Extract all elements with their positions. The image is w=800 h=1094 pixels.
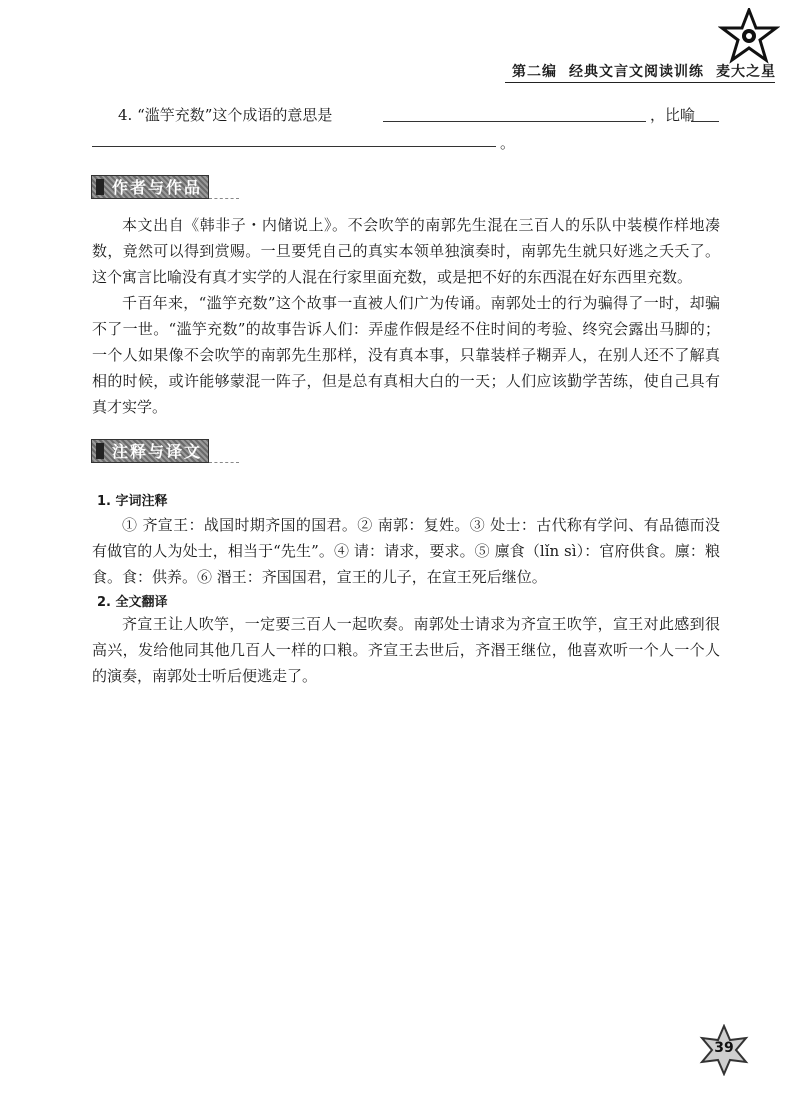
author-section-body — [92, 212, 720, 420]
answer-blank-metaphor-cont[interactable] — [92, 146, 496, 147]
translation-heading: 2. 全文翻译 — [97, 595, 168, 610]
answer-blank-meaning[interactable] — [383, 121, 646, 122]
banner-divider — [209, 462, 239, 463]
question-4-middle: ，比喻 — [650, 106, 696, 124]
banner-divider — [209, 198, 239, 199]
author-paragraph-1: 本文出自《韩非子・内储说上》。不会吹竽的南郭先生混在三百人的乐队中装模作样地凑数，竟然可以得到赏赐。一旦要凭自己的真实本领单独演奏时，南郭先生就只好逃之夭夭了。这个寓言比喻没有真才实学的人混在行家里面充数，或是把不好的东西混在好东西里充数。 — [92, 216, 720, 286]
author-paragraph-2: 千百年来，“滥竽充数”这个故事一直被人们广为传诵。南郭处士的行为骗得了一时，却骗不了一世。“滥竽充数”的故事告诉人们：弄虚作假是经不住时间的考验、终究会露出马脚的；一个人如果像不会吹竽的南郭先生那样，没有真本事，只靠装样子糊弄人，在别人还不了解真相的时候，或许能够蒙混一阵子，但是总有真相大白的一天；人们应该勤学苦练，使自己具有真才实学。 — [92, 294, 720, 416]
section-banner-notes: 注释与译文 — [91, 439, 209, 463]
notes-text: ① 齐宣王：战国时期齐国的国君。② 南郭：复姓。③ 处士：古代称有学问、有品德而没有做官的人为处士，相当于“先生”。④ 请：请求，要求。⑤ 廪食（lǐn sì）：官府供食。廪：粮食。食：供养。⑥ 湣王：齐国国君，宣王的儿子，在宣王死后继位。 — [92, 516, 720, 586]
page-number: 39 — [714, 1040, 734, 1056]
answer-blank-metaphor[interactable] — [691, 121, 719, 122]
question-4-prefix: 4. “滥竽充数”这个成语的意思是 — [118, 106, 333, 124]
header-part: 第二编 — [512, 64, 557, 80]
section-banner-author: 作者与作品 — [91, 175, 209, 199]
running-header — [512, 61, 776, 81]
notes-heading: 1. 字词注释 — [97, 494, 168, 509]
header-rule — [505, 82, 775, 83]
header-series: 麦大之星 — [716, 64, 776, 80]
notes-body — [92, 512, 720, 590]
translation-text: 齐宣王让人吹竽，一定要三百人一起吹奏。南郭处士请求为齐宣王吹竽，宣王对此感到很高兴，发给他同其他几百人一样的口粮。齐宣王去世后，齐湣王继位，他喜欢听一个人一个人的演奏，南郭处士听后便逃走了。 — [92, 615, 720, 685]
question-4-end: 。 — [500, 134, 516, 152]
header-title: 经典文言文阅读训练 — [569, 64, 704, 80]
translation-body — [92, 611, 720, 689]
star-logo-icon — [718, 8, 780, 64]
